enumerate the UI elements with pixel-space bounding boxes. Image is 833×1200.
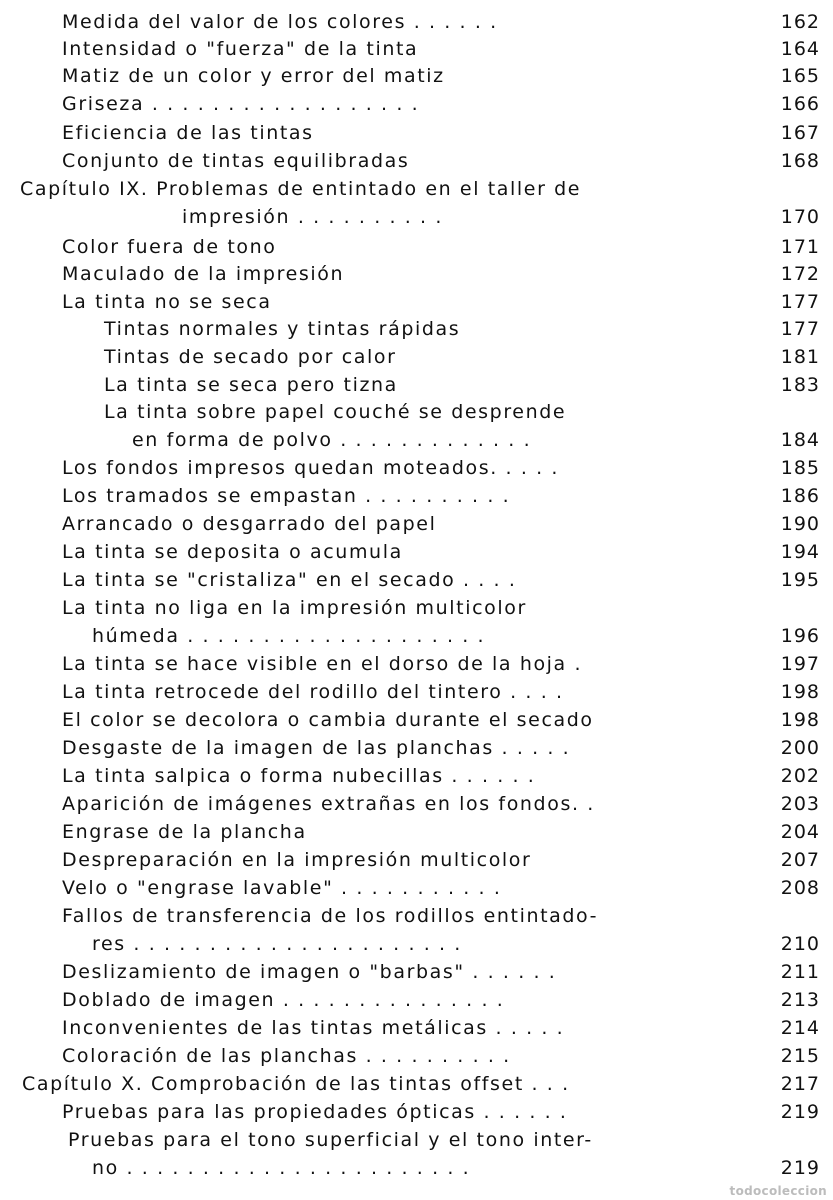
- toc-entry-text: Fallos de transferencia de los rodillos entintado-: [62, 905, 599, 927]
- toc-entry-text: Tintas de secado por calor: [104, 346, 397, 368]
- toc-line: [104, 315, 712, 343]
- toc-line: [104, 343, 712, 371]
- toc-page-number: 219: [780, 1157, 820, 1179]
- toc-line: [62, 958, 712, 986]
- toc-line: [62, 678, 712, 706]
- toc-entry-text: La tinta no se seca: [62, 291, 272, 313]
- toc-line: [62, 90, 712, 118]
- toc-page-number: 203: [780, 793, 820, 815]
- toc-line: [104, 371, 712, 399]
- toc-page-number: 202: [780, 765, 820, 787]
- toc-page-number: 185: [780, 457, 820, 479]
- toc-page-number: 184: [780, 429, 820, 451]
- toc-line: [92, 622, 712, 650]
- toc-page-number: 219: [780, 1101, 820, 1123]
- toc-entry-text: Los tramados se empastan . . . . . . . . . .: [62, 485, 511, 507]
- toc-line: [62, 706, 712, 734]
- toc-line: [182, 203, 712, 231]
- toc-entry-text: Conjunto de tintas equilibradas: [62, 150, 410, 172]
- toc-line: [62, 62, 712, 90]
- toc-entry-text: Arrancado o desgarrado del papel: [62, 513, 437, 535]
- toc-entry-text: Tintas normales y tintas rápidas: [104, 318, 461, 340]
- toc-entry-text: Capítulo X. Comprobación de las tintas offset . . .: [22, 1073, 570, 1095]
- toc-line: [62, 119, 712, 147]
- toc-page-number: 198: [780, 681, 820, 703]
- toc-line: [20, 175, 712, 203]
- toc-entry-text: Aparición de imágenes extrañas en los fondos. .: [62, 793, 595, 815]
- toc-line: [62, 818, 712, 846]
- toc-entry-text: Griseza . . . . . . . . . . . . . . . . . .: [62, 93, 420, 115]
- toc-page-number: 172: [780, 263, 820, 285]
- toc-page-number: 195: [780, 569, 820, 591]
- toc-entry-text: La tinta retrocede del rodillo del tintero . . . .: [62, 681, 564, 703]
- toc-entry-text: Coloración de las planchas . . . . . . . . . .: [62, 1045, 511, 1067]
- toc-line: [92, 1154, 712, 1182]
- toc-page-number: 170: [780, 206, 820, 228]
- toc-line: [62, 1014, 712, 1042]
- toc-page-number: [772, 902, 820, 930]
- toc-line: [62, 874, 712, 902]
- toc-line: [62, 35, 712, 63]
- toc-line: [62, 454, 712, 482]
- toc-line: [68, 1126, 712, 1154]
- toc-line: [62, 986, 712, 1014]
- toc-entry-text: La tinta sobre papel couché se desprende: [104, 401, 567, 423]
- toc-page-number: 213: [780, 989, 820, 1011]
- toc-line: [104, 398, 712, 426]
- toc-page-number: 215: [780, 1045, 820, 1067]
- toc-page-number: 183: [780, 374, 820, 396]
- toc-line: [132, 426, 712, 454]
- toc-line: [62, 482, 712, 510]
- toc-entry-text: El color se decolora o cambia durante el secado: [62, 709, 594, 731]
- toc-page-number: 198: [780, 709, 820, 731]
- toc-line: [62, 1098, 712, 1126]
- toc-entry-text: La tinta se "cristaliza" en el secado . . . .: [62, 569, 517, 591]
- toc-page-number: 165: [780, 65, 820, 87]
- toc-entry-text: húmeda . . . . . . . . . . . . . . . . . . . .: [92, 625, 486, 647]
- toc-page-number: [772, 1126, 820, 1154]
- toc-line: [92, 930, 712, 958]
- toc-page-number: 210: [780, 933, 820, 955]
- toc-page-number: 194: [780, 541, 820, 563]
- toc-line: [62, 846, 712, 874]
- toc-page-number: 167: [780, 122, 820, 144]
- toc-entry-text: Capítulo IX. Problemas de entintado en el taller de: [20, 178, 582, 200]
- toc-line: [62, 233, 712, 261]
- toc-entry-text: Despreparación en la impresión multicolor: [62, 849, 532, 871]
- toc-line: [62, 902, 712, 930]
- toc-entry-text: La tinta se seca pero tizna: [104, 374, 398, 396]
- toc-entry-text: Matiz de un color y error del matiz: [62, 65, 445, 87]
- toc-entry-text: en forma de polvo . . . . . . . . . . . . .: [132, 429, 532, 451]
- toc-entry-text: La tinta se hace visible en el dorso de la hoja .: [62, 653, 583, 675]
- toc-entry-text: Intensidad o "fuerza" de la tinta: [62, 38, 419, 60]
- toc-line: [62, 790, 712, 818]
- toc-page-number: 214: [780, 1017, 820, 1039]
- toc-entry-text: Medida del valor de los colores . . . . . .: [62, 11, 498, 33]
- toc-page-number: 211: [780, 961, 820, 983]
- toc-entry-text: res . . . . . . . . . . . . . . . . . . . . . .: [92, 933, 462, 955]
- toc-entry-text: Desgaste de la imagen de las planchas . . . . .: [62, 737, 571, 759]
- toc-page-number: 190: [780, 513, 820, 535]
- toc-page-number: 177: [780, 318, 820, 340]
- toc-entry-text: Velo o "engrase lavable" . . . . . . . . . . .: [62, 877, 502, 899]
- toc-entry-text: Deslizamiento de imagen o "barbas" . . . . . .: [62, 961, 557, 983]
- toc-line: [62, 8, 712, 36]
- toc-entry-text: Los fondos impresos quedan moteados. . . . .: [62, 457, 560, 479]
- toc-entry-text: La tinta no liga en la impresión multicolor: [62, 597, 527, 619]
- toc-page-number: 168: [780, 150, 820, 172]
- toc-page-number: 166: [780, 93, 820, 115]
- toc-page-number: 171: [780, 236, 820, 258]
- toc-entry-text: no . . . . . . . . . . . . . . . . . . . . . . .: [92, 1157, 471, 1179]
- toc-entry-text: Eficiencia de las tintas: [62, 122, 314, 144]
- toc-page-number: 186: [780, 485, 820, 507]
- toc-page-number: 162: [780, 11, 820, 33]
- toc-line: [62, 1042, 712, 1070]
- toc-entry-text: La tinta salpica o forma nubecillas . . . . . .: [62, 765, 536, 787]
- toc-page-number: 204: [780, 821, 820, 843]
- toc-page-number: 177: [780, 291, 820, 313]
- toc-line: [62, 510, 712, 538]
- toc-page-number: [772, 398, 820, 426]
- toc-entry-text: Doblado de imagen . . . . . . . . . . . . . . .: [62, 989, 505, 1011]
- toc-page-number: 217: [780, 1073, 820, 1095]
- toc-entry-text: La tinta se deposita o acumula: [62, 541, 403, 563]
- toc-line: [62, 288, 712, 316]
- toc-page-number: 181: [780, 346, 820, 368]
- toc-line: [62, 650, 712, 678]
- toc-line: [62, 762, 712, 790]
- toc-page-number: [772, 594, 820, 622]
- toc-page-number: [772, 175, 820, 203]
- toc-entry-text: Engrase de la plancha: [62, 821, 307, 843]
- toc-line: [62, 147, 712, 175]
- toc-entry-text: impresión . . . . . . . . . .: [182, 206, 443, 228]
- toc-line: [22, 1070, 712, 1098]
- toc-line: [62, 566, 712, 594]
- toc-entry-text: Color fuera de tono: [62, 236, 277, 258]
- toc-entry-text: Inconvenientes de las tintas metálicas . . . . .: [62, 1017, 565, 1039]
- toc-line: [62, 734, 712, 762]
- toc-line: [62, 538, 712, 566]
- toc-page-number: 196: [780, 625, 820, 647]
- toc-entry-text: Pruebas para el tono superficial y el tono inter-: [68, 1129, 593, 1151]
- toc-page-number: 164: [780, 38, 820, 60]
- watermark: todocoleccion: [729, 1184, 827, 1198]
- toc-page-number: 200: [780, 737, 820, 759]
- toc-entry-text: Pruebas para las propiedades ópticas . . . . . .: [62, 1101, 568, 1123]
- toc-page-number: 208: [780, 877, 820, 899]
- toc-line: [62, 260, 712, 288]
- toc-entry-text: Maculado de la impresión: [62, 263, 345, 285]
- toc-page-number: 197: [780, 653, 820, 675]
- toc-line: [62, 594, 712, 622]
- toc-page-number: 207: [780, 849, 820, 871]
